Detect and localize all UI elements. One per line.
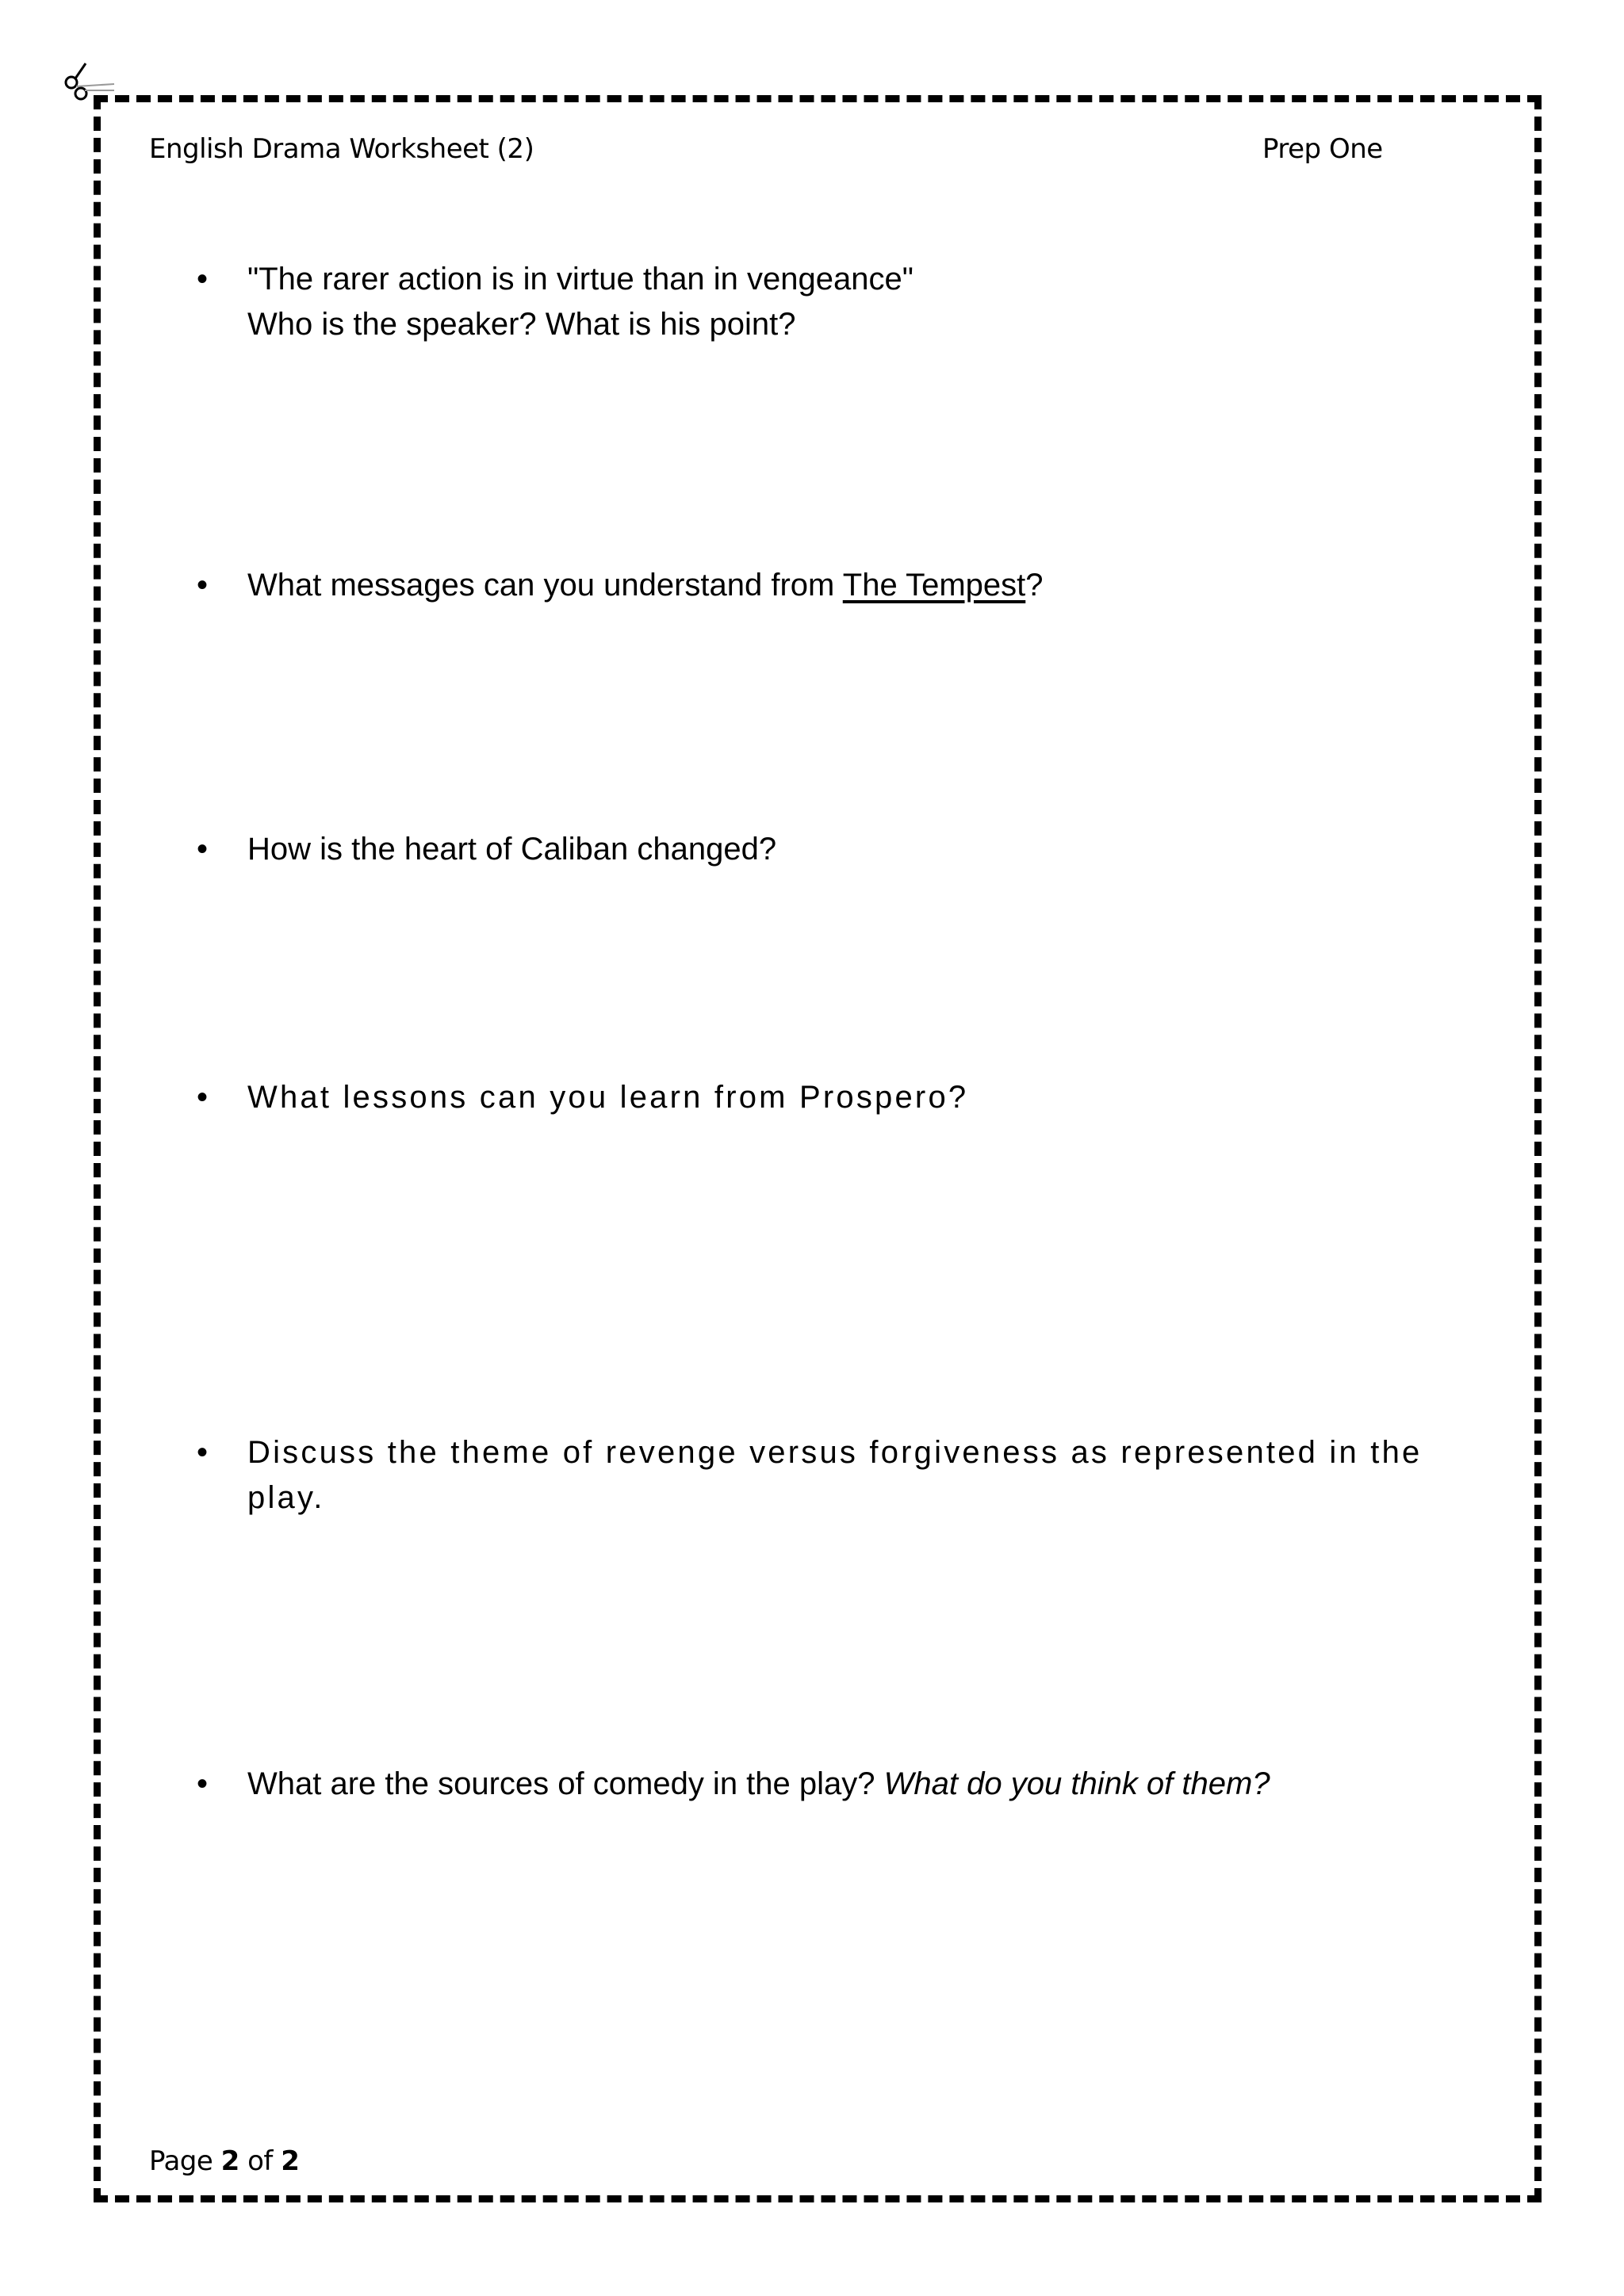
bullet-icon: •: [197, 1080, 209, 1115]
page-number: [149, 2145, 299, 2177]
question-5-line-1: Discuss the theme of revenge versus forgiveness as represented in the: [247, 1435, 1423, 1470]
question-5: [247, 1430, 1469, 1521]
question-6-text: What are the sources of comedy in the play?: [247, 1766, 884, 1801]
question-1-prompt: Who is the speaker? What is his point?: [247, 307, 796, 342]
bullet-icon: •: [197, 1766, 209, 1801]
play-title: The Tempest: [842, 568, 1026, 603]
class-level: Prep One: [1262, 133, 1383, 165]
question-1-quote: "The rarer action is in virtue than in vengeance": [247, 262, 914, 297]
bullet-icon: •: [197, 568, 209, 603]
of-label: of: [247, 2145, 273, 2177]
question-1: [247, 257, 1469, 347]
bullet-icon: •: [197, 832, 209, 867]
bullet-icon: •: [197, 1435, 209, 1470]
question-5-line-2: play.: [247, 1480, 325, 1515]
total-pages: 2: [281, 2145, 300, 2177]
dashed-cut-border: [94, 95, 1542, 2202]
question-2: [247, 563, 1469, 608]
question-6-italic: What do you think of them?: [883, 1766, 1270, 1801]
question-4: What lessons can you learn from Prospero?: [247, 1080, 969, 1115]
bullet-icon: •: [197, 262, 209, 297]
question-6: [247, 1762, 1469, 1807]
question-2-text: What messages can you understand from: [247, 568, 843, 603]
page-label: Page: [149, 2145, 213, 2177]
current-page: 2: [220, 2145, 239, 2177]
question-3: How is the heart of Caliban changed?: [247, 832, 777, 867]
question-2-end: ?: [1025, 568, 1044, 603]
worksheet-title: English Drama Worksheet (2): [149, 133, 534, 165]
